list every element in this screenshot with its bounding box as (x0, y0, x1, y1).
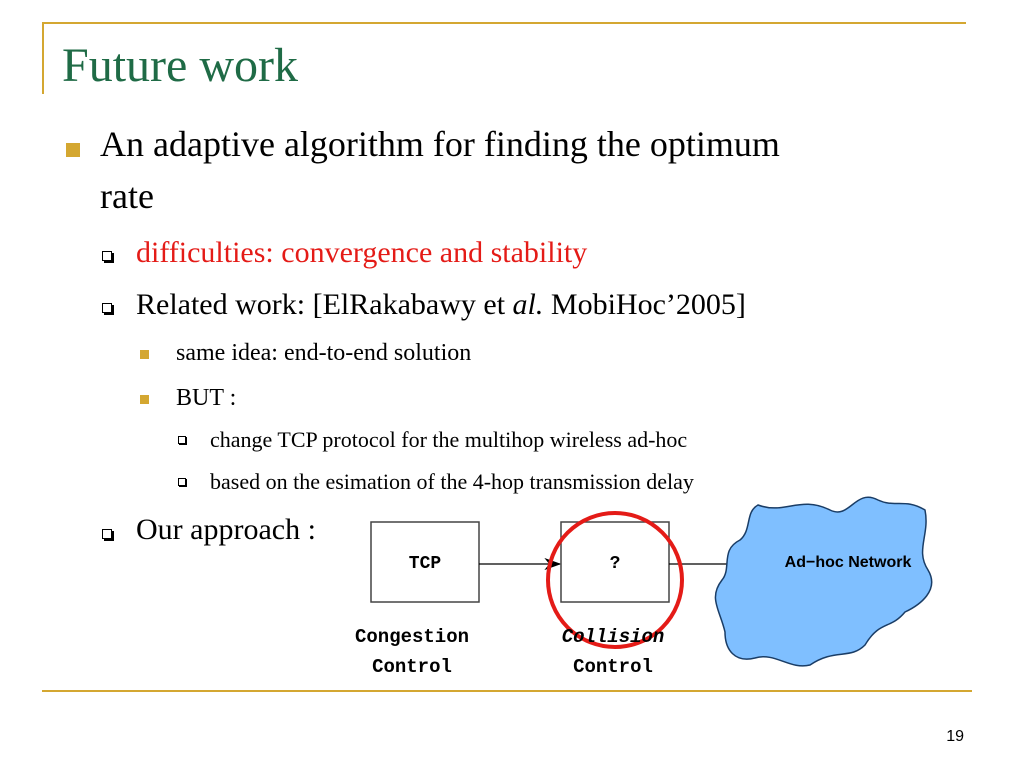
bullet-main-continued: rate (100, 176, 154, 216)
related-work-text: Related work: [ElRakabawy et (136, 288, 513, 321)
approach-diagram (330, 480, 970, 690)
congestion-label-line2: Control (372, 656, 452, 678)
slide-title: Future work (62, 39, 298, 92)
bullet-square-icon (66, 143, 80, 157)
bullet-change-tcp: change TCP protocol for the multihop wireless ad-hoc (210, 427, 688, 452)
ad-hoc-network-cloud (715, 497, 931, 666)
bullet-hollow-icon (102, 529, 112, 539)
collision-label-line2: Control (573, 656, 653, 678)
bullet-square-icon (140, 350, 149, 359)
cloud-label: Ad−hoc Network (784, 554, 912, 571)
bullet-main: An adaptive algorithm for finding the optimum (100, 124, 780, 164)
bullet-hollow-icon (178, 478, 186, 486)
related-work-italic: al. (512, 288, 544, 321)
bullet-difficulties: difficulties: convergence and stability (136, 236, 588, 269)
tcp-box-label: TCP (408, 554, 442, 574)
bullet-related-work (136, 287, 746, 323)
page-number: 19 (946, 728, 964, 745)
bullet-square-icon (140, 395, 149, 404)
bullet-but: BUT : (176, 385, 237, 411)
bottom-rule (42, 690, 972, 692)
collision-label-line1: Collision (561, 626, 665, 648)
bullet-our-approach: Our approach : (136, 513, 316, 546)
bullet-same-idea: same idea: end-to-end solution (176, 340, 472, 366)
top-rule (42, 22, 966, 24)
bullet-hollow-icon (102, 303, 112, 313)
bullet-estimation: based on the esimation of the 4-hop transmission delay (210, 469, 694, 494)
congestion-label-line1: Congestion (354, 626, 470, 648)
related-work-ref: MobiHoc’2005] (543, 288, 746, 321)
collision-box-label: ? (609, 554, 621, 574)
bullet-hollow-icon (102, 251, 112, 261)
bullet-hollow-icon (178, 436, 186, 444)
left-rule (42, 22, 44, 94)
